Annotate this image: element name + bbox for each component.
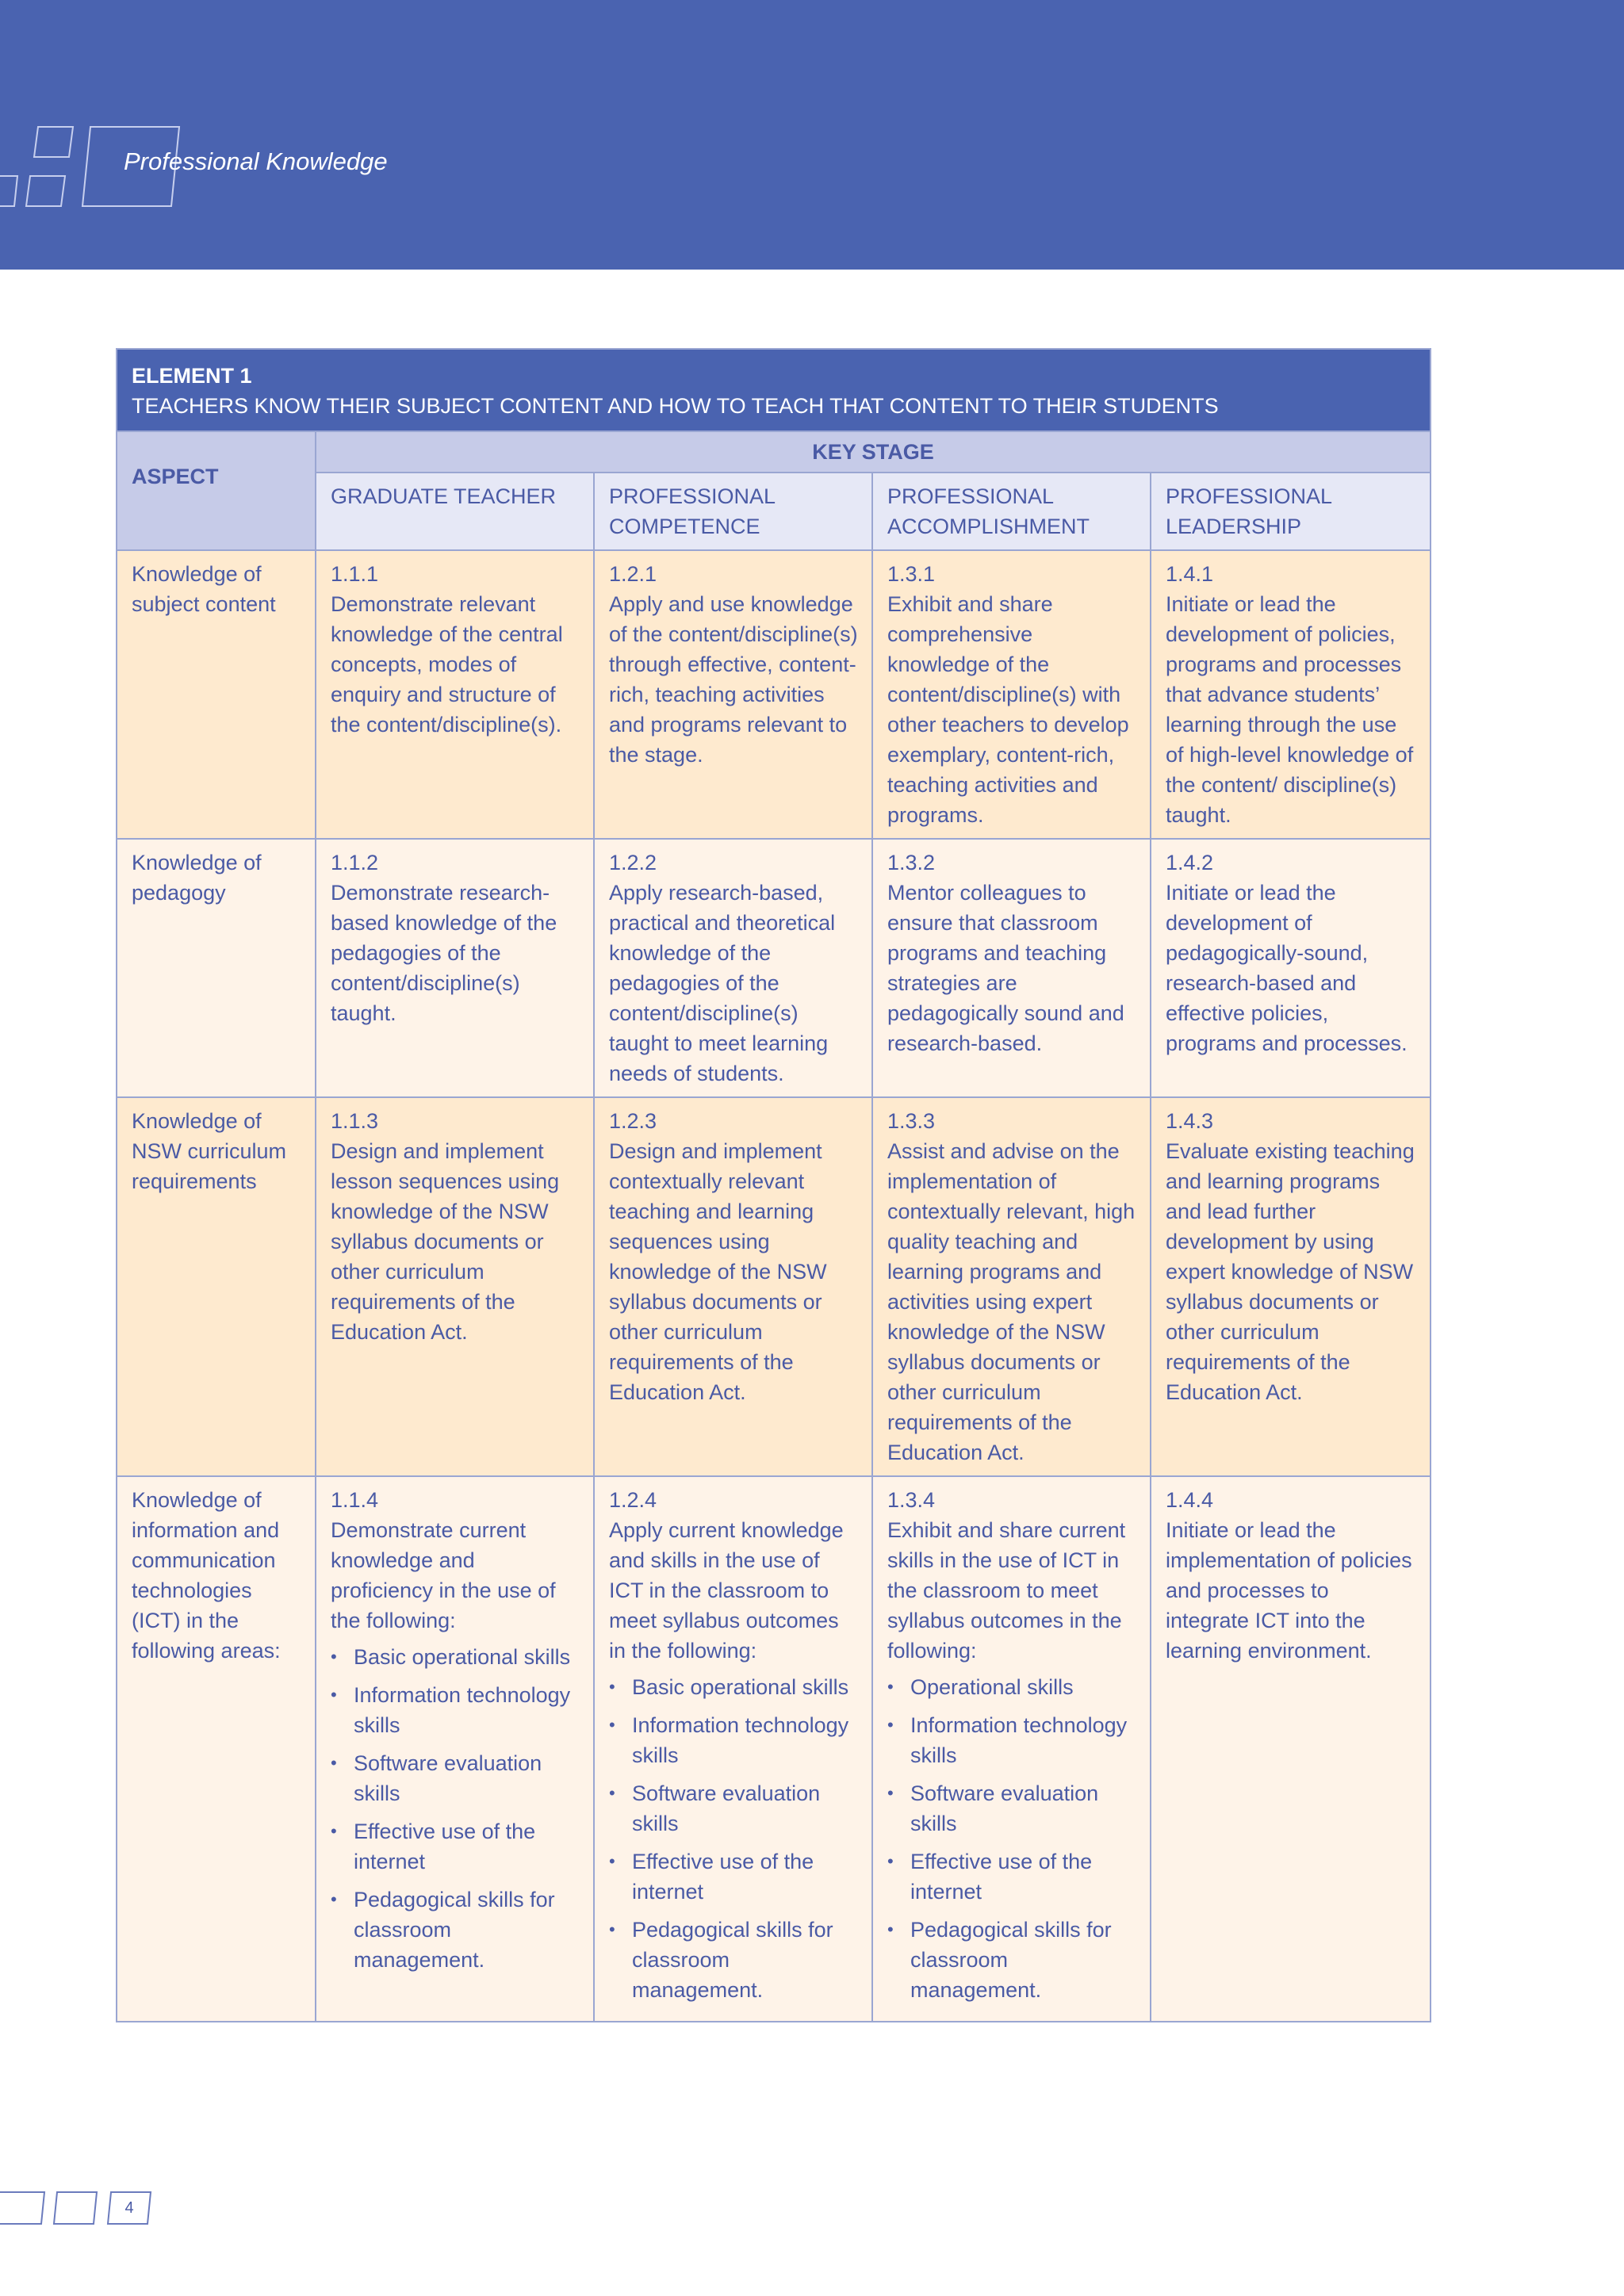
standard-cell bbox=[1151, 1476, 1431, 2022]
stage-header-accomplishment: PROFESSIONAL ACCOMPLISHMENT bbox=[872, 473, 1151, 550]
standard-cell bbox=[594, 1097, 872, 1476]
list-item: • Pedagogical skills for classroom management. bbox=[609, 1915, 859, 2005]
standard-text: Evaluate existing teaching and learning programs and lead further development by using expert knowledge of NSW syllabus documents or other curriculum requirements of the Education Act. bbox=[1166, 1139, 1415, 1404]
aspect-cell: Knowledge of subject content bbox=[117, 550, 316, 839]
element-number: ELEMENT 1 bbox=[132, 364, 252, 388]
standard-text: Initiate or lead the implementation of policies and processes to integrate ICT into the learning environment. bbox=[1166, 1518, 1412, 1663]
standard-text: Apply current knowledge and skills in the use of ICT in the classroom to meet syllabus outcomes in the following: bbox=[609, 1518, 844, 1663]
standard-text: Mentor colleagues to ensure that classroom programs and teaching strategies are pedagogically sound and research-based. bbox=[887, 881, 1124, 1055]
standard-cell bbox=[1151, 550, 1431, 839]
skills-list bbox=[331, 1642, 580, 1975]
page-number: 4 bbox=[124, 2199, 134, 2217]
list-item: • Effective use of the internet bbox=[609, 1846, 859, 1907]
stage-header-graduate: GRADUATE TEACHER bbox=[316, 473, 594, 550]
element-header bbox=[117, 349, 1431, 431]
standard-text: Apply research-based, practical and theoretical knowledge of the pedagogies of the content/discipline(s) taught to meet learning needs of students. bbox=[609, 881, 836, 1085]
skills-list bbox=[609, 1672, 859, 2005]
standard-cell bbox=[1151, 839, 1431, 1097]
aspect-cell: Knowledge of NSW curriculum requirements bbox=[117, 1097, 316, 1476]
key-stage-row bbox=[117, 431, 1431, 473]
list-item: • Information technology skills bbox=[331, 1680, 580, 1740]
list-item: • Basic operational skills bbox=[609, 1672, 859, 1702]
standard-text: Demonstrate current knowledge and proficiency in the use of the following: bbox=[331, 1518, 556, 1632]
standard-code: 1.1.2 bbox=[331, 851, 379, 874]
stage-header-leadership: PROFESSIONAL LEADERSHIP bbox=[1151, 473, 1431, 550]
standard-text: Exhibit and share current skills in the use of ICT in the classroom to meet syllabus outcomes in the following: bbox=[887, 1518, 1126, 1663]
standard-cell bbox=[316, 839, 594, 1097]
table-row bbox=[117, 839, 1431, 1097]
standard-code: 1.2.4 bbox=[609, 1488, 657, 1512]
standard-text: Initiate or lead the development of pedagogically-sound, research-based and effective policies, programs and processes. bbox=[1166, 881, 1408, 1055]
standard-code: 1.4.3 bbox=[1166, 1109, 1214, 1133]
list-item: • Operational skills bbox=[887, 1672, 1137, 1702]
standard-text: Design and implement lesson sequences using knowledge of the NSW syllabus documents or other curriculum requirements of the Education Act. bbox=[331, 1139, 560, 1344]
list-item: • Information technology skills bbox=[887, 1710, 1137, 1770]
standard-cell bbox=[872, 1476, 1151, 2022]
standard-cell bbox=[594, 1476, 872, 2022]
list-item: • Basic operational skills bbox=[331, 1642, 580, 1672]
standard-cell bbox=[872, 1097, 1151, 1476]
standard-text: Demonstrate research-based knowledge of the pedagogies of the content/discipline(s) taught. bbox=[331, 881, 557, 1025]
standard-code: 1.2.2 bbox=[609, 851, 657, 874]
list-item: • Software evaluation skills bbox=[609, 1778, 859, 1839]
standard-code: 1.4.4 bbox=[1166, 1488, 1214, 1512]
standard-code: 1.3.3 bbox=[887, 1109, 936, 1133]
standard-code: 1.2.1 bbox=[609, 562, 657, 586]
standard-code: 1.4.2 bbox=[1166, 851, 1214, 874]
standard-code: 1.3.2 bbox=[887, 851, 936, 874]
table-row bbox=[117, 550, 1431, 839]
standard-text: Design and implement contextually relevant teaching and learning sequences using knowledge of the NSW syllabus documents or other curriculum requirements of the Education Act. bbox=[609, 1139, 827, 1404]
standard-text: Initiate or lead the development of policies, programs and processes that advance students’ learning through the use of high-level knowledge of the content/ discipline(s) taught. bbox=[1166, 592, 1414, 827]
list-item: • Pedagogical skills for classroom management. bbox=[331, 1885, 580, 1975]
header-banner bbox=[0, 0, 1624, 270]
standard-code: 1.2.3 bbox=[609, 1109, 657, 1133]
key-stage-header: KEY STAGE bbox=[316, 431, 1431, 473]
list-item: • Effective use of the internet bbox=[887, 1846, 1137, 1907]
skills-list bbox=[887, 1672, 1137, 2005]
standard-code: 1.1.1 bbox=[331, 562, 379, 586]
element-title: TEACHERS KNOW THEIR SUBJECT CONTENT AND HOW TO TEACH THAT CONTENT TO THEIR STUDENTS bbox=[132, 394, 1219, 418]
standard-code: 1.3.4 bbox=[887, 1488, 936, 1512]
standard-text: Apply and use knowledge of the content/discipline(s) through effective, content-rich, teaching activities and programs relevant to the stage. bbox=[609, 592, 858, 767]
standard-cell bbox=[872, 550, 1151, 839]
standard-text: Exhibit and share comprehensive knowledge of the content/discipline(s) with other teachers to develop exemplary, content-rich, teaching activities and programs. bbox=[887, 592, 1129, 827]
standard-cell bbox=[316, 1476, 594, 2022]
element-header-row bbox=[117, 349, 1431, 431]
standard-cell bbox=[316, 1097, 594, 1476]
standard-code: 1.1.4 bbox=[331, 1488, 379, 1512]
standard-cell bbox=[872, 839, 1151, 1097]
standard-text: Demonstrate relevant knowledge of the central concepts, modes of enquiry and structure of the content/discipline(s). bbox=[331, 592, 563, 737]
list-item: • Software evaluation skills bbox=[331, 1748, 580, 1808]
list-item: • Information technology skills bbox=[609, 1710, 859, 1770]
standard-code: 1.1.3 bbox=[331, 1109, 379, 1133]
aspect-cell: Knowledge of information and communication technologies (ICT) in the following areas: bbox=[117, 1476, 316, 2022]
section-title: Professional Knowledge bbox=[124, 147, 388, 175]
standard-text: Assist and advise on the implementation of contextually relevant, high quality teaching and learning programs and activities using expert knowledge of the NSW syllabus documents or other curriculum requirements of the Education Act. bbox=[887, 1139, 1136, 1464]
list-item: • Software evaluation skills bbox=[887, 1778, 1137, 1839]
aspect-cell: Knowledge of pedagogy bbox=[117, 839, 316, 1097]
standard-cell bbox=[594, 550, 872, 839]
table-row bbox=[117, 1476, 1431, 2022]
aspect-header: ASPECT bbox=[117, 431, 316, 550]
standard-code: 1.3.1 bbox=[887, 562, 936, 586]
table-row bbox=[117, 1097, 1431, 1476]
standards-table bbox=[116, 348, 1431, 2022]
standard-cell bbox=[1151, 1097, 1431, 1476]
list-item: • Pedagogical skills for classroom management. bbox=[887, 1915, 1137, 2005]
standard-code: 1.4.1 bbox=[1166, 562, 1214, 586]
stage-header-competence: PROFESSIONAL COMPETENCE bbox=[594, 473, 872, 550]
standard-cell bbox=[316, 550, 594, 839]
list-item: • Effective use of the internet bbox=[331, 1816, 580, 1877]
standard-cell bbox=[594, 839, 872, 1097]
